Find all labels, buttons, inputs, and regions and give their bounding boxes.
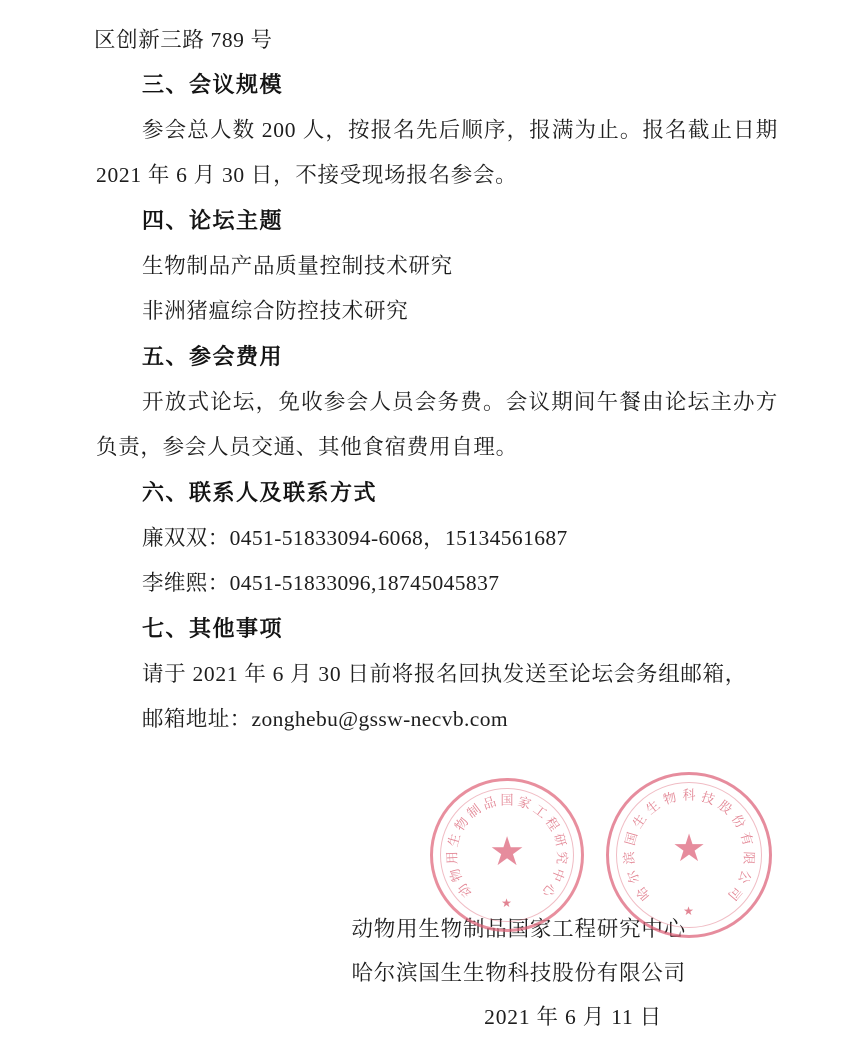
- seal-ring-text-1: 动 物 用 生 物 制 品 国 家 工 程 研 究 中 心: [444, 792, 570, 901]
- signature-block: [96, 907, 778, 1039]
- signature-date: 2021 年 6 月 11 日: [484, 1005, 662, 1029]
- seal-bottom-text-2: ★: [683, 904, 695, 918]
- forum-topic-2: 非洲猪瘟综合防控技术研究: [142, 299, 409, 323]
- seal-star-icon: ★: [671, 828, 707, 870]
- seal-bottom-text-1: ★: [501, 896, 513, 910]
- contact-person-2: 李维熙：0451-51833096,18745045837: [142, 571, 500, 595]
- section-paragraph-meeting-scale: 参会总人数 200 人，按报名先后顺序，报满为止。报名截止日期 2021 年 6 月 30 日，不接受现场报名参会。: [96, 118, 778, 187]
- section-heading-fees: 五、参会费用: [142, 344, 284, 369]
- signature-organization-1: 动物用生物制品国家工程研究中心: [351, 917, 686, 941]
- section-heading-forum-topics: 四、论坛主题: [142, 208, 284, 233]
- contact-person-1: 廉双双：0451-51833094-6068，15134561687: [142, 526, 568, 550]
- other-matters-line-1: 请于 2021 年 6 月 30 日前将报名回执发送至论坛会务组邮箱，: [142, 662, 748, 686]
- signature-organization-2: 哈尔滨国生生物科技股份有限公司: [351, 961, 686, 985]
- seal-star-icon: ★: [489, 829, 525, 874]
- section-heading-contacts: 六、联系人及联系方式: [142, 480, 378, 505]
- seal-ring-text-2: 哈 尔 滨 国 生 生 物 科 技 股 份 有 限 公 司: [621, 787, 757, 904]
- signature-spacer: [96, 741, 778, 901]
- section-heading-other: 七、其他事项: [142, 616, 284, 641]
- continued-address-line: 区创新三路 789 号: [94, 28, 273, 52]
- section-heading-meeting-scale: 三、会议规模: [142, 72, 284, 97]
- other-matters-email-line: 邮箱地址：zonghebu@gssw-necvb.com: [142, 707, 508, 731]
- section-paragraph-fees: 开放式论坛，免收参会人员会务费。会议期间午餐由论坛主办方负责，参会人员交通、其他食宿费用自理。: [96, 390, 778, 459]
- forum-topic-1: 生物制品产品质量控制技术研究: [142, 254, 453, 278]
